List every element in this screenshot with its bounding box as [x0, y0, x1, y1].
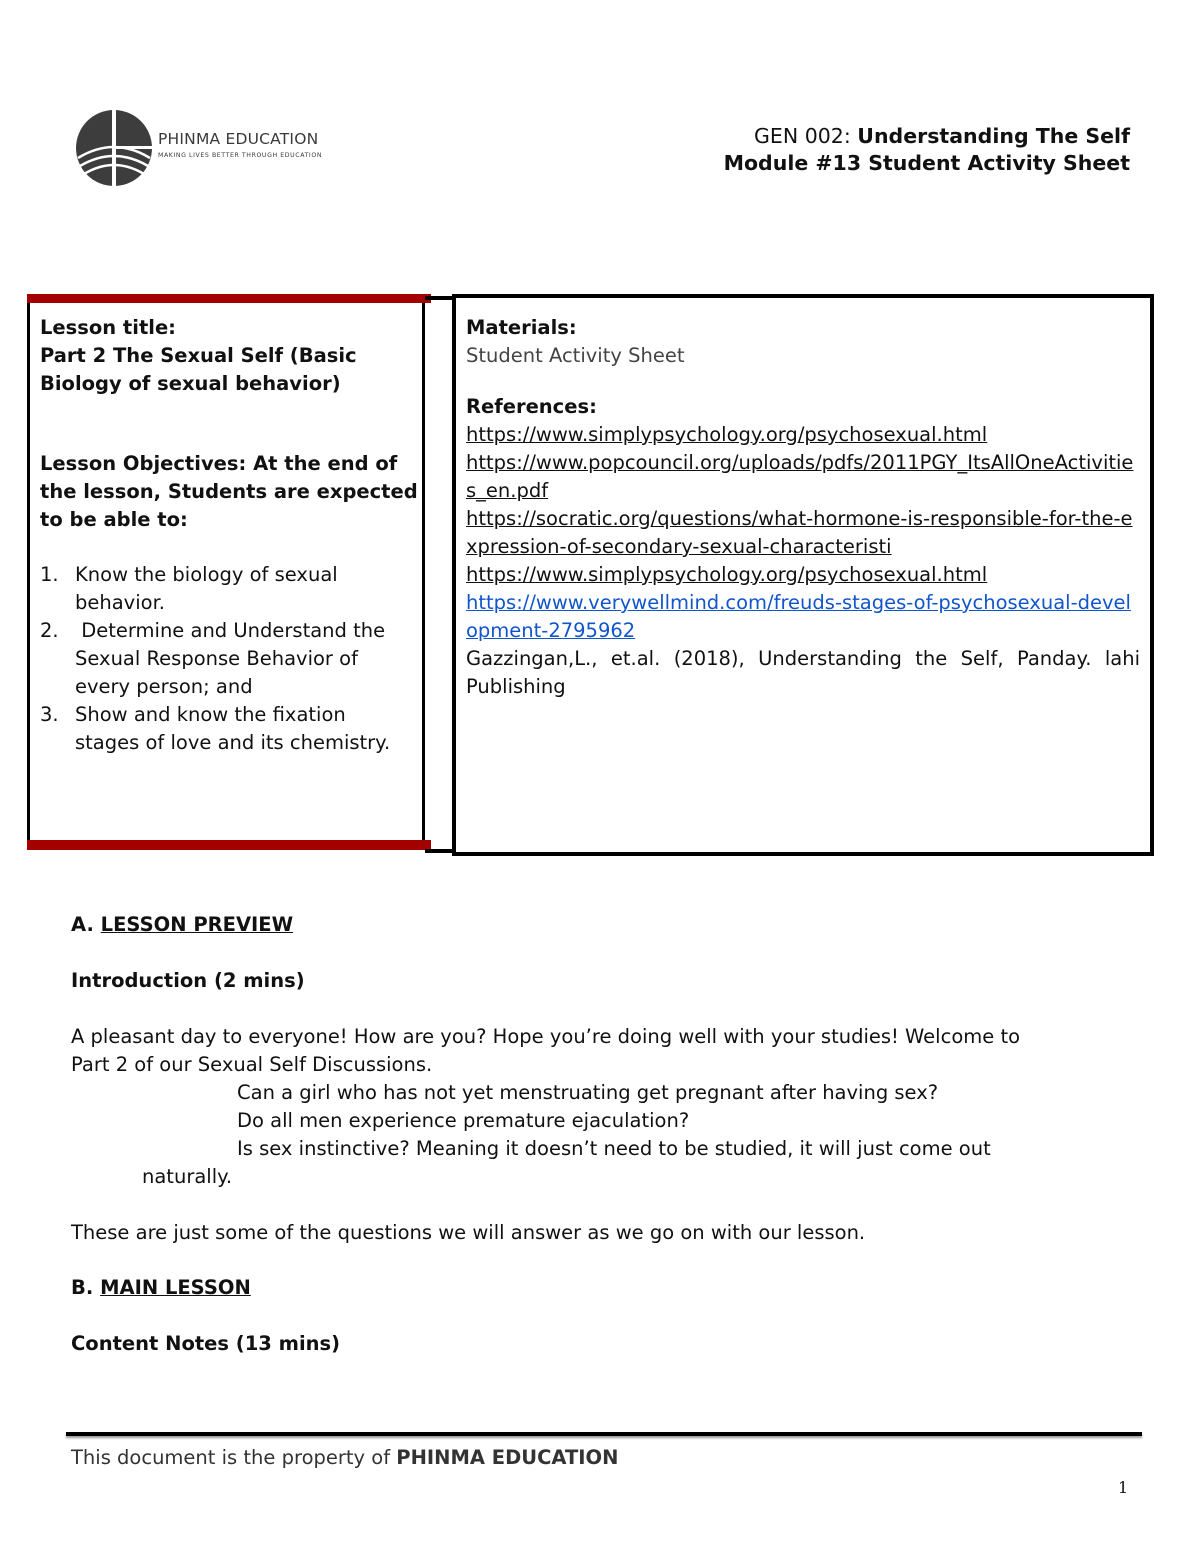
materials-value: Student Activity Sheet — [466, 344, 685, 367]
section-b-letter: B. — [71, 1276, 94, 1299]
objective-item: Determine and Understand the Sexual Response Behavior of every person; and — [75, 619, 392, 698]
section-b-title: MAIN LESSON — [100, 1276, 251, 1299]
red-bottom-border — [27, 840, 431, 850]
footer-text — [71, 1446, 618, 1469]
reference-link[interactable]: https://www.simplypsychology.org/psychosexual.html — [466, 563, 988, 586]
reference-link[interactable]: https://www.verywellmind.com/freuds-stages-of-psychosexual-development-2795962 — [466, 591, 1131, 642]
question-item: Can a girl who has not yet menstruating get pregnant after having sex? — [237, 1081, 939, 1104]
logo-tagline: MAKING LIVES BETTER THROUGH EDUCATION — [158, 152, 323, 159]
section-a-title: LESSON PREVIEW — [100, 913, 294, 936]
question-item: Do all men experience premature ejaculation? — [237, 1109, 690, 1132]
red-top-border — [27, 294, 431, 303]
closing-paragraph: These are just some of the questions we will answer as we go on with our lesson. — [71, 1221, 866, 1244]
phinma-logo — [74, 106, 344, 190]
reference-link[interactable]: https://www.simplypsychology.org/psychosexual.html — [466, 423, 988, 446]
reference-link[interactable]: https://socratic.org/questions/what-hormone-is-responsible-for-the-expression-of-secondary-sexual-characteristi — [466, 507, 1133, 558]
objectives-heading: Lesson Objectives: At the end of the lesson, Students are expected to be able to: — [40, 452, 418, 531]
logo-emblem-icon — [74, 106, 154, 190]
section-a-letter: A. — [71, 913, 94, 936]
objective-number: 2. — [40, 619, 59, 642]
objective-item: Know the biology of sexual behavior. — [75, 563, 338, 614]
course-code: GEN 002: — [754, 124, 851, 148]
course-title: Understanding The Self — [857, 124, 1130, 148]
question-item-continuation: naturally. — [142, 1165, 233, 1188]
logo-name: PHINMA EDUCATION — [158, 130, 319, 148]
reference-link[interactable]: https://www.popcouncil.org/uploads/pdfs/2011PGY_ItsAllOneActivities_en.pdf — [466, 451, 1134, 502]
content-notes-heading: Content Notes (13 mins) — [71, 1332, 341, 1355]
footer-divider — [66, 1432, 1142, 1436]
objective-number: 3. — [40, 703, 59, 726]
module-line: Module #13 Student Activity Sheet — [723, 151, 1130, 175]
objective-item: Show and know the fixation stages of love and its chemistry. — [75, 703, 391, 754]
materials-label: Materials: — [466, 316, 577, 339]
box-connector-top — [425, 296, 453, 300]
section-a-heading — [71, 911, 293, 939]
intro-line: A pleasant day to everyone! How are you? Hope you’re doing well with your studies! Welcome to — [71, 1025, 1021, 1048]
question-item: Is sex instinctive? Meaning it doesn’t need to be studied, it will just come out — [237, 1137, 991, 1160]
citation: Gazzingan,L., et.al. (2018), Understanding the Self, Panday. lahi Publishing — [466, 647, 1140, 698]
page-number: 1 — [1118, 1478, 1129, 1497]
lesson-title-label: Lesson title: — [40, 316, 176, 339]
intro-line: Part 2 of our Sexual Self Discussions. — [71, 1053, 433, 1076]
objective-number: 1. — [40, 563, 59, 586]
introduction-heading: Introduction (2 mins) — [71, 969, 305, 992]
footer-prefix: This document is the property of — [71, 1446, 397, 1469]
footer-owner: PHINMA EDUCATION — [396, 1446, 619, 1469]
section-b-heading — [71, 1274, 251, 1302]
course-header — [754, 124, 1130, 148]
box-connector-bottom — [425, 849, 453, 853]
lesson-title: Part 2 The Sexual Self (Basic Biology of sexual behavior) — [40, 344, 357, 395]
references-label: References: — [466, 395, 597, 418]
